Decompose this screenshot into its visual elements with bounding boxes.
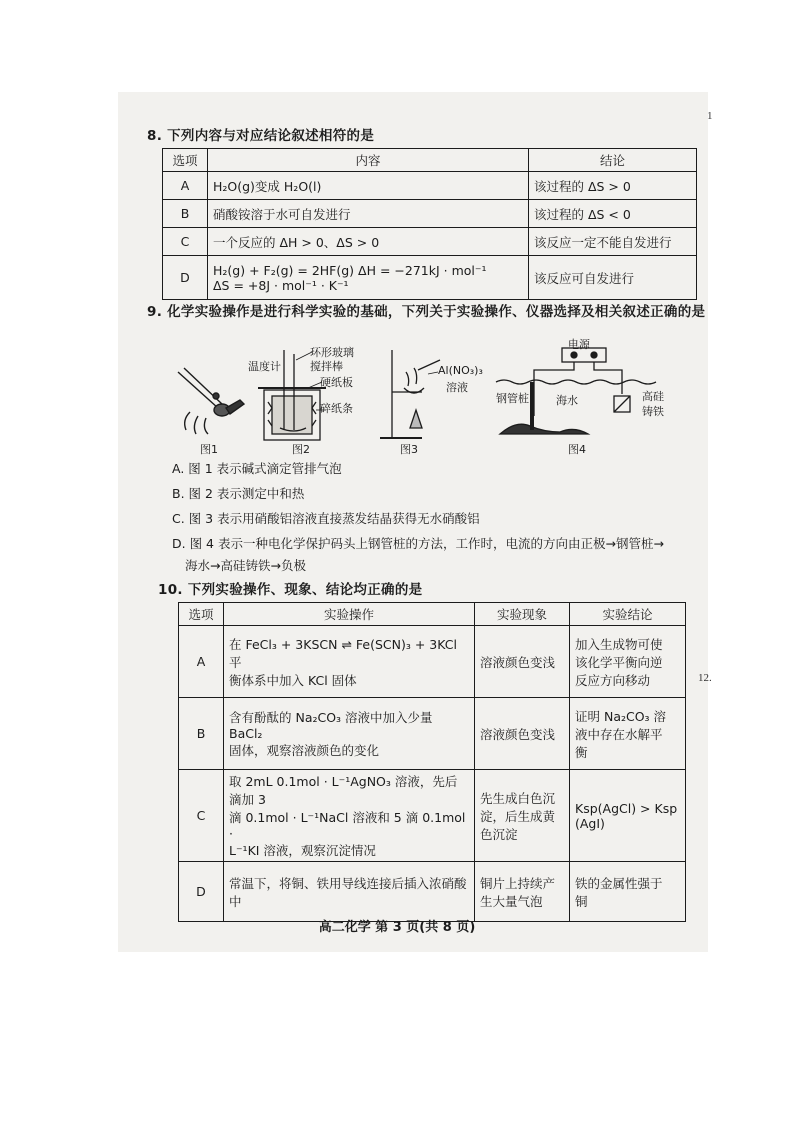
label-si-iron: 高硅 (642, 390, 664, 403)
fig-caption-1: 图1 (200, 443, 218, 456)
q8-table (162, 148, 697, 300)
header-option: 选项 (163, 149, 208, 172)
label-ring-stirrer: 环形玻璃 (310, 346, 354, 359)
row-phenomenon (475, 698, 570, 770)
row-content: H₂O(g)变成 H₂O(l) (208, 172, 529, 200)
fig-caption-4: 图4 (568, 443, 586, 456)
q9-option-b: B. 图 2 表示测定中和热 (172, 486, 305, 501)
row-phenomenon (475, 770, 570, 862)
row-conclusion: 该反应可自发进行 (529, 256, 697, 300)
option-letter: C (163, 228, 208, 256)
text-line: Ksp(AgCl) > Ksp (575, 800, 678, 816)
option-letter: A (163, 172, 208, 200)
row-operation (224, 770, 475, 862)
option-letter: C (179, 770, 224, 862)
label-steel-pile: 钢管桩 (496, 392, 529, 405)
text-line: 常温下，将铜、铁用导线连接后插入浓硝酸中 (229, 875, 467, 909)
fig-caption-2: 图2 (292, 443, 310, 456)
row-conclusion (570, 626, 686, 698)
text-line: 衡 (575, 744, 588, 760)
label-al-solution: Al(NO₃)₃ (438, 364, 483, 377)
label-al-solution-2: 溶液 (446, 381, 468, 394)
row-conclusion (570, 862, 686, 922)
option-letter: A (179, 626, 224, 698)
option-letter: B (163, 200, 208, 228)
option-letter: D (179, 862, 224, 922)
label-ring-stirrer-2: 搅拌棒 (310, 360, 343, 373)
q9-stem: 9. 化学实验操作是进行科学实验的基础，下列关于实验操作、仪器选择及相关叙述正确的是 (147, 304, 706, 320)
evaporation-figure (380, 350, 440, 438)
table-row (179, 770, 686, 862)
row-conclusion (570, 698, 686, 770)
option-letter: B (179, 698, 224, 770)
table-row (163, 228, 697, 256)
label-si-iron-2: 铸铁 (642, 405, 664, 418)
row-phenomenon (475, 626, 570, 698)
q9-option-c: C. 图 3 表示用硝酸铝溶液直接蒸发结晶获得无水硝酸铝 (172, 511, 480, 526)
q8-stem: 8. 下列内容与对应结论叙述相符的是 (147, 128, 375, 144)
table-row (163, 200, 697, 228)
text-line: 铜片上持续产 (480, 875, 556, 891)
header-content: 内容 (208, 149, 529, 172)
text-line: 衡体系中加入 KCl 固体 (229, 672, 357, 688)
table-header-row (163, 149, 697, 172)
table-row (179, 698, 686, 770)
text-line: 溶液颜色变浅 (480, 654, 556, 670)
row-operation (224, 698, 475, 770)
text-line: L⁻¹KI 溶液，观察沉淀情况 (229, 843, 376, 858)
q9-option-a: A. 图 1 表示碱式滴定管排气泡 (172, 461, 342, 476)
margin-mark-mid: 12. (698, 672, 712, 684)
label-seawater: 海水 (556, 394, 578, 407)
fig-caption-3: 图3 (400, 443, 418, 456)
row-content: 一个反应的 ΔH > 0、ΔS > 0 (208, 228, 529, 256)
option-letter: D (163, 256, 208, 300)
row-content-line: H₂(g) + F₂(g) = 2HF(g) ΔH = −271kJ · mol⁻¹ (213, 262, 487, 278)
header-conclusion: 实验结论 (570, 603, 686, 626)
margin-mark-top: 1 (707, 110, 713, 122)
text-line: 先生成白色沉 (480, 790, 556, 806)
row-content: 硝酸铵溶于水可自发进行 (208, 200, 529, 228)
header-conclusion: 结论 (529, 149, 697, 172)
text-line: 生大量气泡 (480, 893, 543, 909)
text-line: 铁的金属性强于 (575, 875, 663, 891)
q9-figures (160, 330, 680, 460)
text-line: 固体，观察溶液颜色的变化 (229, 743, 380, 758)
q9-option-d-cont: 海水→高硅铸铁→负极 (185, 558, 306, 573)
burette-figure (178, 368, 244, 434)
text-line: 证明 Na₂CO₃ 溶 (575, 708, 667, 724)
label-cardboard: 硬纸板 (320, 376, 353, 389)
header-operation: 实验操作 (224, 603, 475, 626)
text-line: 铜 (575, 893, 588, 909)
text-line: 含有酚酞的 Na₂CO₃ 溶液中加入少量 BaCl₂ (229, 710, 433, 741)
row-conclusion: 该反应一定不能自发进行 (529, 228, 697, 256)
row-operation (224, 626, 475, 698)
header-option: 选项 (179, 603, 224, 626)
text-line: 反应方向移动 (575, 672, 651, 688)
label-thermometer: 温度计 (248, 360, 281, 373)
text-line: (AgI) (575, 815, 605, 831)
page-footer: 高二化学 第 3 页(共 8 页) (318, 920, 476, 935)
row-conclusion: 该过程的 ΔS < 0 (529, 200, 697, 228)
table-row (179, 626, 686, 698)
text-line: 取 2mL 0.1mol · L⁻¹AgNO₃ 溶液，先后滴加 3 (229, 774, 458, 807)
q9-option-d: D. 图 4 表示一种电化学保护码头上钢管桩的方法，工作时，电流的方向由正极→钢管桩→ (172, 536, 664, 551)
text-line: 色沉淀 (480, 826, 518, 842)
text-line: 溶液颜色变浅 (480, 726, 556, 742)
row-content (208, 256, 529, 300)
table-header-row (179, 603, 686, 626)
table-row (163, 256, 697, 300)
label-paper-strips: 碎纸条 (320, 402, 353, 415)
row-phenomenon (475, 862, 570, 922)
header-phenomenon: 实验现象 (475, 603, 570, 626)
text-line: 滴 0.1mol · L⁻¹NaCl 溶液和 5 滴 0.1mol · (229, 810, 466, 841)
q10-table (178, 602, 686, 922)
row-conclusion (570, 770, 686, 862)
text-line: 加入生成物可使 (575, 636, 663, 652)
table-row (163, 172, 697, 200)
text-line: 该化学平衡向逆 (575, 654, 663, 670)
row-content-line: ΔS = +8J · mol⁻¹ · K⁻¹ (213, 277, 349, 293)
text-line: 在 FeCl₃ + 3KSCN ⇌ Fe(SCN)₃ + 3KCl 平 (229, 636, 457, 670)
label-power: 电源 (568, 338, 590, 351)
row-conclusion: 该过程的 ΔS > 0 (529, 172, 697, 200)
q10-stem: 10. 下列实验操作、现象、结论均正确的是 (158, 582, 423, 598)
text-line: 淀，后生成黄 (480, 808, 556, 824)
text-line: 液中存在水解平 (575, 726, 663, 742)
table-row (179, 862, 686, 922)
row-operation (224, 862, 475, 922)
